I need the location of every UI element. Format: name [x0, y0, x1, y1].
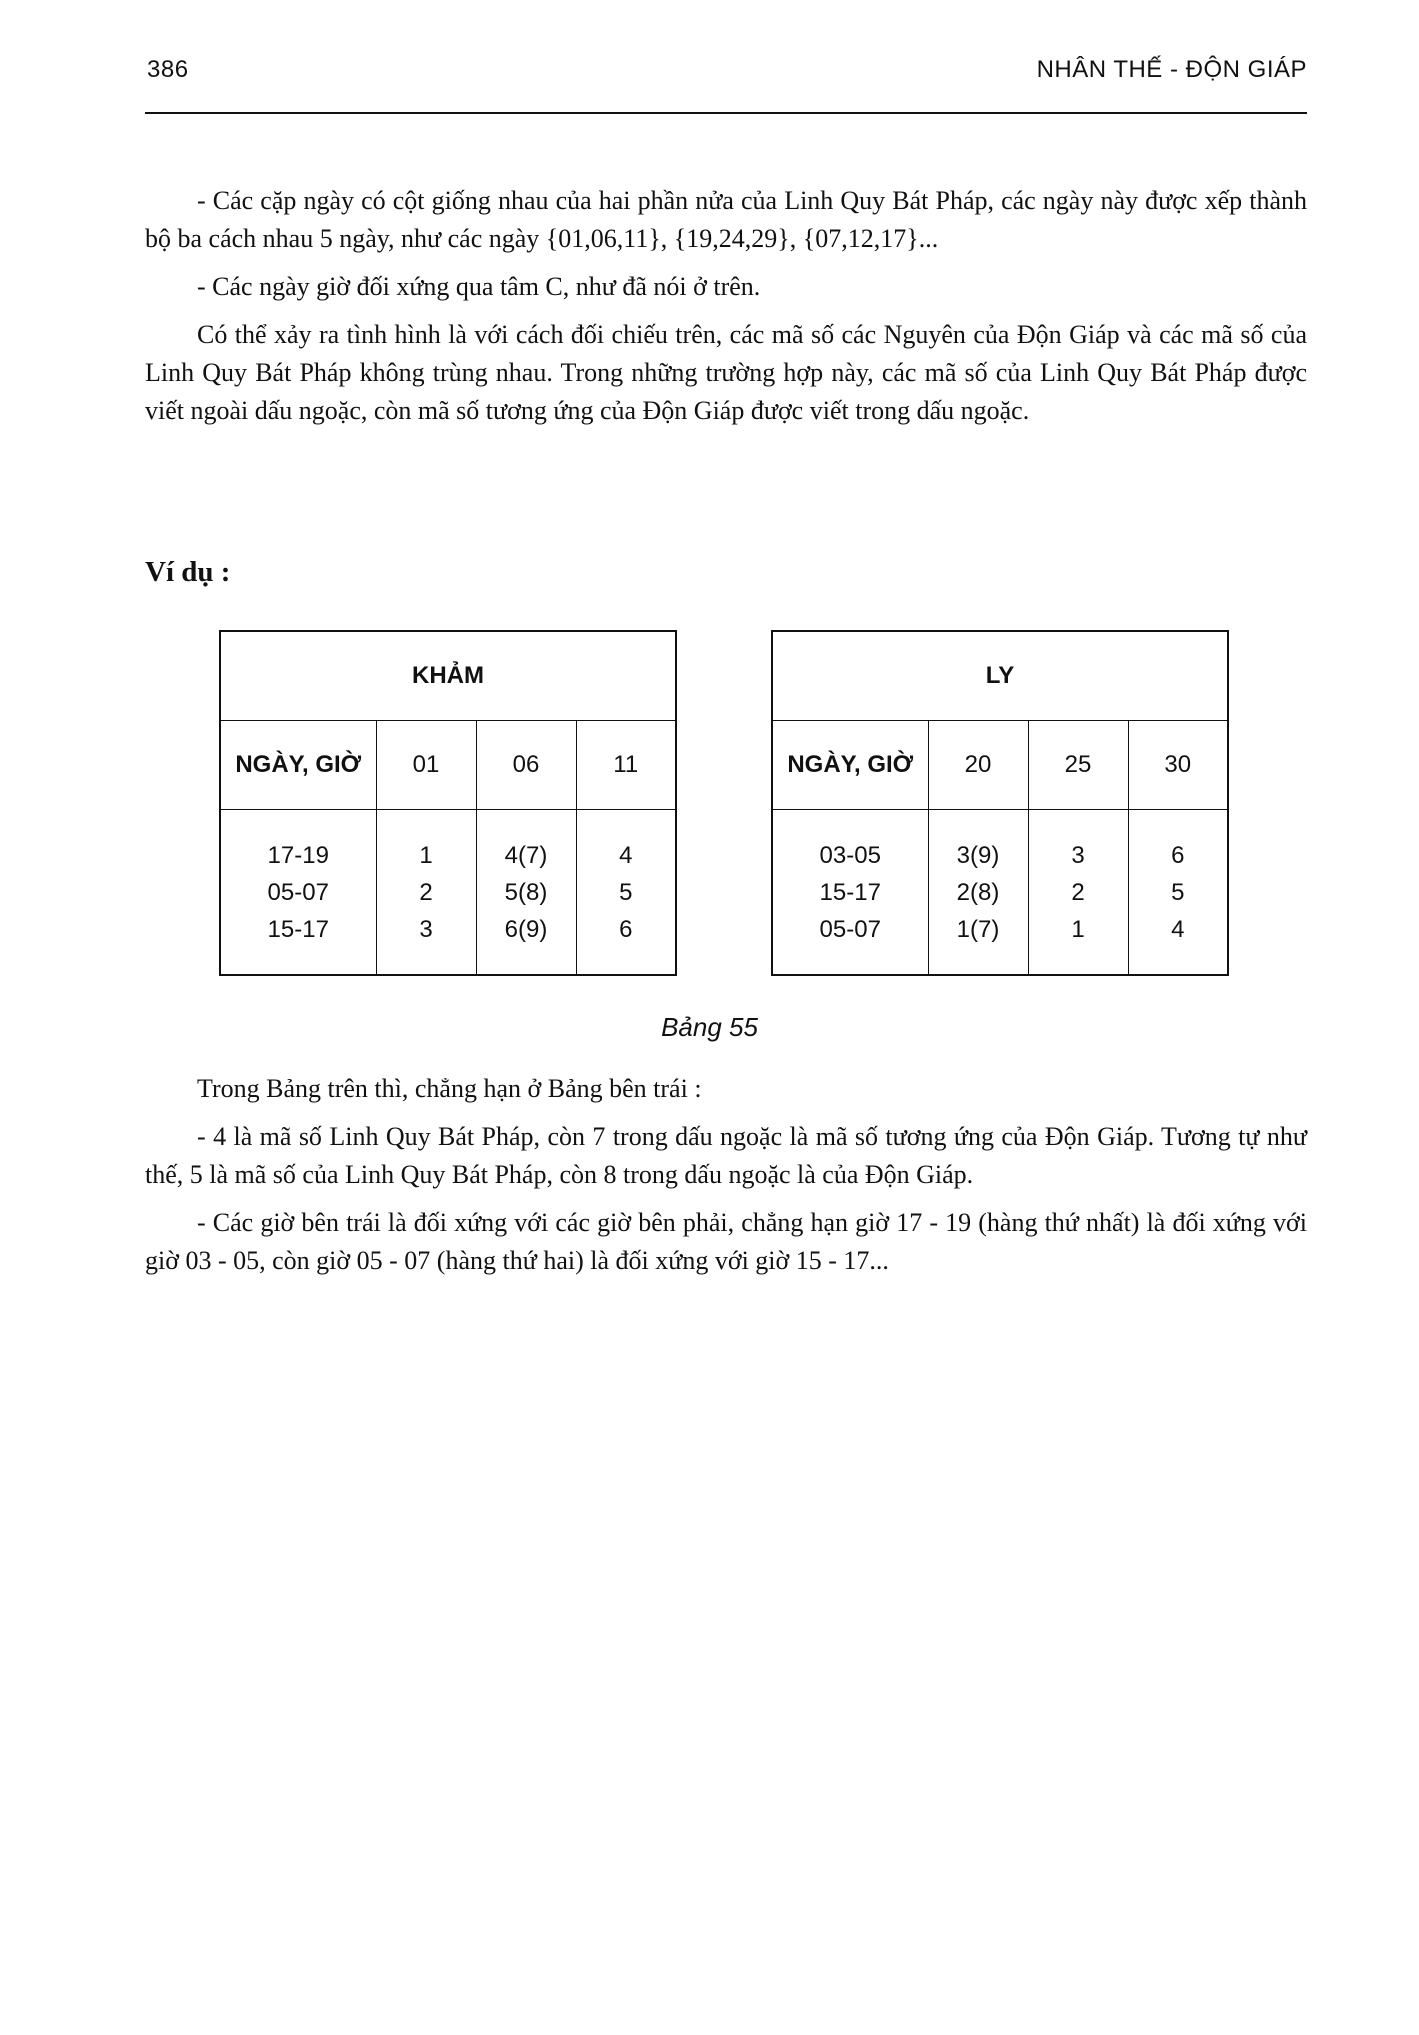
hour-value: 15-17: [267, 915, 329, 943]
header-rule: [145, 112, 1307, 114]
day-cell: 11: [576, 721, 676, 810]
page-header: [147, 56, 1307, 90]
page-number: 386: [147, 56, 189, 83]
paragraph: - 4 là mã số Linh Quy Bát Pháp, còn 7 trong dấu ngoặc là mã số tương ứng của Độn Giáp. Tương tự như thế, 5 là mã số của Linh Quy Bát Pháp, còn 8 trong dấu ngoặc là của Độn Giáp.: [145, 1122, 1307, 1189]
code-value: 1: [419, 841, 433, 869]
table-title: KHẢM: [220, 631, 676, 721]
code-value: 6(9): [504, 915, 548, 943]
header-label: NGÀY, GIỜ: [772, 721, 928, 810]
paragraph: Có thể xảy ra tình hình là với cách đối chiếu trên, các mã số các Nguyên của Độn Giáp và các mã số của Linh Quy Bát Pháp không trùng nhau. Trong những trường hợp này, các mã số của Linh Quy Bát Pháp được viết ngoài dấu ngoặc, còn mã số tương ứng của Độn Giáp được viết trong dấu ngoặc.: [145, 320, 1307, 425]
code-cell: [1128, 810, 1228, 976]
table-data-row: [772, 810, 1228, 976]
code-value: 4: [619, 841, 633, 869]
paragraph: - Các giờ bên trái là đối xứng với các giờ bên phải, chẳng hạn giờ 17 - 19 (hàng thứ nhất) là đối xứng với giờ 03 - 05, còn giờ 05 - 07 (hàng thứ hai) là đối xứng với giờ 15 - 17...: [145, 1208, 1307, 1275]
table-caption: Bảng 55: [661, 1012, 758, 1042]
code-value: 5: [619, 878, 633, 906]
code-value: 4(7): [504, 841, 548, 869]
hour-value: 15-17: [819, 878, 881, 906]
code-cell: [1028, 810, 1128, 976]
table-title: LY: [772, 631, 1228, 721]
body-text-after: [145, 1070, 1307, 1290]
table-header-row: [220, 721, 676, 810]
day-cell: 30: [1128, 721, 1228, 810]
table-data-row: [220, 810, 676, 976]
code-cell: [376, 810, 476, 976]
code-value: 1: [1071, 915, 1085, 943]
running-head: NHÂN THẾ - ĐỘN GIÁP: [1036, 56, 1307, 83]
header-label: NGÀY, GIỜ: [220, 721, 376, 810]
paragraph: - Các cặp ngày có cột giống nhau của hai phần nửa của Linh Quy Bát Pháp, các ngày này được xếp thành bộ ba cách nhau 5 ngày, như các ngày {01,06,11}, {19,24,29}, {07,12,17}...: [145, 186, 1307, 253]
code-value: 3: [1071, 841, 1085, 869]
code-value: 2: [419, 878, 433, 906]
code-cell: [476, 810, 576, 976]
hour-value: 05-07: [819, 915, 881, 943]
code-value: 3: [419, 915, 433, 943]
day-cell: 01: [376, 721, 476, 810]
hours-cell: [220, 810, 376, 976]
hour-value: 17-19: [267, 841, 329, 869]
table-kham: [219, 630, 677, 976]
code-cell: [928, 810, 1028, 976]
code-value: 5(8): [504, 878, 548, 906]
code-value: 3(9): [956, 841, 1000, 869]
code-value: 6: [619, 915, 633, 943]
paragraph: - Các ngày giờ đối xứng qua tâm C, như đã nói ở trên.: [197, 272, 761, 301]
day-cell: 20: [928, 721, 1028, 810]
hour-value: 05-07: [267, 878, 329, 906]
body-text: [145, 182, 1307, 440]
hour-value: 03-05: [819, 841, 881, 869]
day-cell: 25: [1028, 721, 1128, 810]
table-ly: [771, 630, 1229, 976]
example-label: Ví dụ :: [145, 556, 231, 588]
code-value: 1(7): [956, 915, 1000, 943]
code-value: 4: [1171, 915, 1185, 943]
table-header-row: [772, 721, 1228, 810]
code-value: 5: [1171, 878, 1185, 906]
code-value: 2(8): [956, 878, 1000, 906]
code-value: 2: [1071, 878, 1085, 906]
paragraph: Trong Bảng trên thì, chẳng hạn ở Bảng bên trái :: [197, 1074, 702, 1103]
code-value: 6: [1171, 841, 1185, 869]
code-cell: [576, 810, 676, 976]
day-cell: 06: [476, 721, 576, 810]
hours-cell: [772, 810, 928, 976]
